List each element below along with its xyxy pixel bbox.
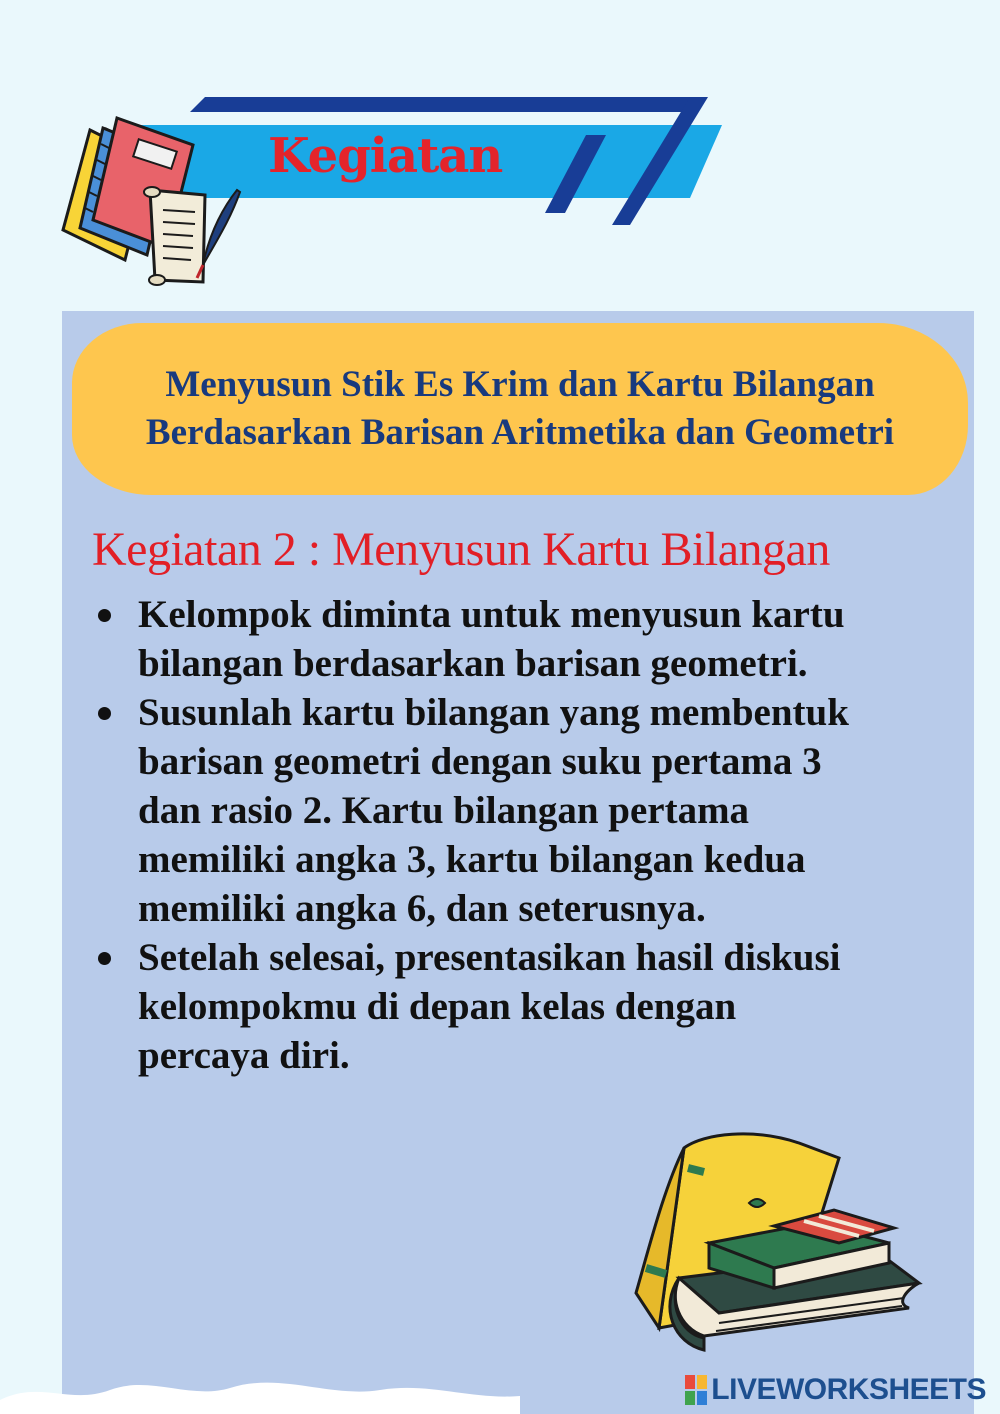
- instruction-line: memiliki angka 3, kartu bilangan kedua: [138, 838, 806, 881]
- subtitle-box: [72, 323, 968, 495]
- instruction-line: Setelah selesai, presentasikan hasil diskusi: [138, 936, 841, 979]
- instruction-line: memiliki angka 6, dan seterusnya.: [138, 887, 706, 930]
- instruction-item: [92, 590, 952, 688]
- instruction-line: percaya diri.: [138, 1034, 350, 1077]
- liveworksheets-logo-icon: [685, 1375, 707, 1405]
- subtitle-line: Berdasarkan Barisan Aritmetika dan Geometri: [145, 412, 895, 453]
- instruction-line: kelompokmu di depan kelas dengan: [138, 985, 737, 1028]
- activity-heading: Kegiatan 2 : Menyusun Kartu Bilangan: [92, 523, 830, 576]
- bullet-icon: [98, 609, 111, 622]
- stacked-books-icon: [624, 1128, 934, 1353]
- instruction-line: Kelompok diminta untuk menyusun kartu: [138, 593, 845, 636]
- instruction-item: [92, 933, 952, 1080]
- subtitle-line: Menyusun Stik Es Krim dan Kartu Bilangan: [165, 364, 875, 405]
- instruction-line: bilangan berdasarkan barisan geometri.: [138, 642, 808, 685]
- instruction-line: dan rasio 2. Kartu bilangan pertama: [138, 789, 750, 832]
- header: [0, 0, 1000, 300]
- bullet-icon: [98, 707, 111, 720]
- watermark: [685, 1372, 986, 1408]
- notebooks-scroll-quill-icon: [55, 110, 255, 295]
- banner-title: Kegiatan: [268, 128, 503, 184]
- watermark-text: LIVEWORKSHEETS: [711, 1373, 986, 1406]
- bullet-icon: [98, 952, 111, 965]
- instruction-line: Susunlah kartu bilangan yang membentuk: [138, 691, 849, 734]
- instruction-line: barisan geometri dengan suku pertama 3: [138, 740, 822, 783]
- instruction-list: [92, 590, 952, 1080]
- instruction-item: [92, 688, 952, 933]
